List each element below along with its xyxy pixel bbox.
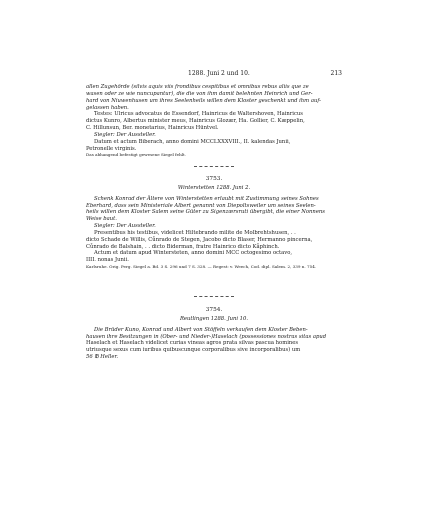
- section-divider: [194, 296, 234, 297]
- actum-line: IIII. nonas Junii.: [86, 257, 129, 264]
- summary-line: Weise baut.: [86, 216, 117, 223]
- summary-line: hausen ihre Besitzungen in (Ober- und Nieder-)Haselach (possessiones nostras sitas apud: [86, 333, 327, 340]
- text-line: hard von Niuwenhusen um ihres Seelenheils willen dem Kloster geschenkt und ihm auf-: [86, 97, 321, 104]
- actum-line: Actum et datum apud Wintersteten, anno domini MCC octogesimo octavo,: [94, 250, 293, 257]
- testes-line: Testes: Ulricus advocatus de Essendorf, Hainricus de Waltershoven, Hainricus: [94, 111, 303, 118]
- page-number: 213: [330, 70, 342, 77]
- witness-line: Cůnrado de Balshain, . . dicto Biderman, fratre Hainrico dicto Kåphinch.: [86, 243, 280, 250]
- running-title: 1288. Juni 2 und 10.: [188, 70, 250, 77]
- text-line: gelassen haben.: [86, 104, 129, 111]
- summary-line: 56 ℔ Heller.: [86, 354, 119, 361]
- summary-line: Haselach et Haselach videlicet curias vineas agros prata silvas pascua homines: [86, 340, 299, 347]
- previous-document: [86, 84, 342, 158]
- siegler-line: Siegler: Der Aussteller.: [94, 223, 156, 230]
- document-3753: [86, 176, 342, 270]
- witness-line: Presentibus his testibus, videlicet Hiltebrando milite de Molbrehtshusen, . .: [94, 229, 296, 236]
- document-number: 3753.: [205, 176, 223, 182]
- witness-line: dicto Schade de Willis, Cůnrado de Stegen, Jacobo dicto Blaser, Hermanno pincerna,: [86, 236, 313, 243]
- place-date: Winterstetten 1288. Juni 2.: [177, 184, 251, 191]
- summary-line: heils willen dem Kloster Salem seine Güter zu Sigenzærsruti übergibt, die einer Nonnens: [86, 209, 325, 216]
- section-divider: [194, 166, 234, 167]
- summary-line: Die Brüder Kuno, Konrad und Albert von Stöffeln verkaufen dem Kloster Beben-: [94, 326, 308, 333]
- testes-line: dictus Kunro, Albertus minister meus, Hainricus Glozær, Ha. Gollier, C. Kæppelin,: [86, 118, 305, 125]
- document-number: 3754.: [205, 307, 223, 313]
- seal-note: Das abhangend befestigt gewesene Siegel fehlt.: [86, 152, 186, 158]
- summary-line: Schenk Konrad der Ältere von Winterstetten erlaubt mit Zustimmung seines Sohnes: [94, 195, 319, 202]
- datum-line: Datum et actum Biberach, anno domini MCCLXXXVIII., II. kalendas Junii,: [94, 138, 291, 145]
- text-line: wasen oder ze wie nuncupantur), die die von ihm damit belehnten Heinrich und Ger-: [86, 90, 313, 97]
- document-3754: [86, 307, 342, 361]
- summary-line: utriusque sexus cum iuribus quibuscunque corporalibus sive incorporalibus) um: [86, 347, 301, 354]
- siegler-line: Siegler: Der Aussteller.: [94, 131, 156, 138]
- place-date: Reutlingen 1288. Juni 10.: [179, 315, 249, 322]
- testes-line: C. Hillunsun, Ber. monetarius, Hainricus Hüntvel.: [86, 125, 219, 132]
- summary-line: Eberhard, dass sein Ministeriale Albert genannt von Diepoltsweiler um seines Seelen-: [86, 202, 316, 209]
- datum-line: Petronelle virginis.: [86, 145, 137, 152]
- text-line: allen Zugehörde (silvis aquis viis frondibus cespitibus et omnibus rebus aliis que ze: [86, 84, 309, 90]
- source-note: Karlsruhe. Orig. Perg. Siegel a. Bd. 3 S. 296 und 7 S. 328. — Regest: v. Weech, Cod. dipl. Salem. 2, 339 n. 754.: [86, 264, 317, 270]
- running-header: [86, 70, 342, 77]
